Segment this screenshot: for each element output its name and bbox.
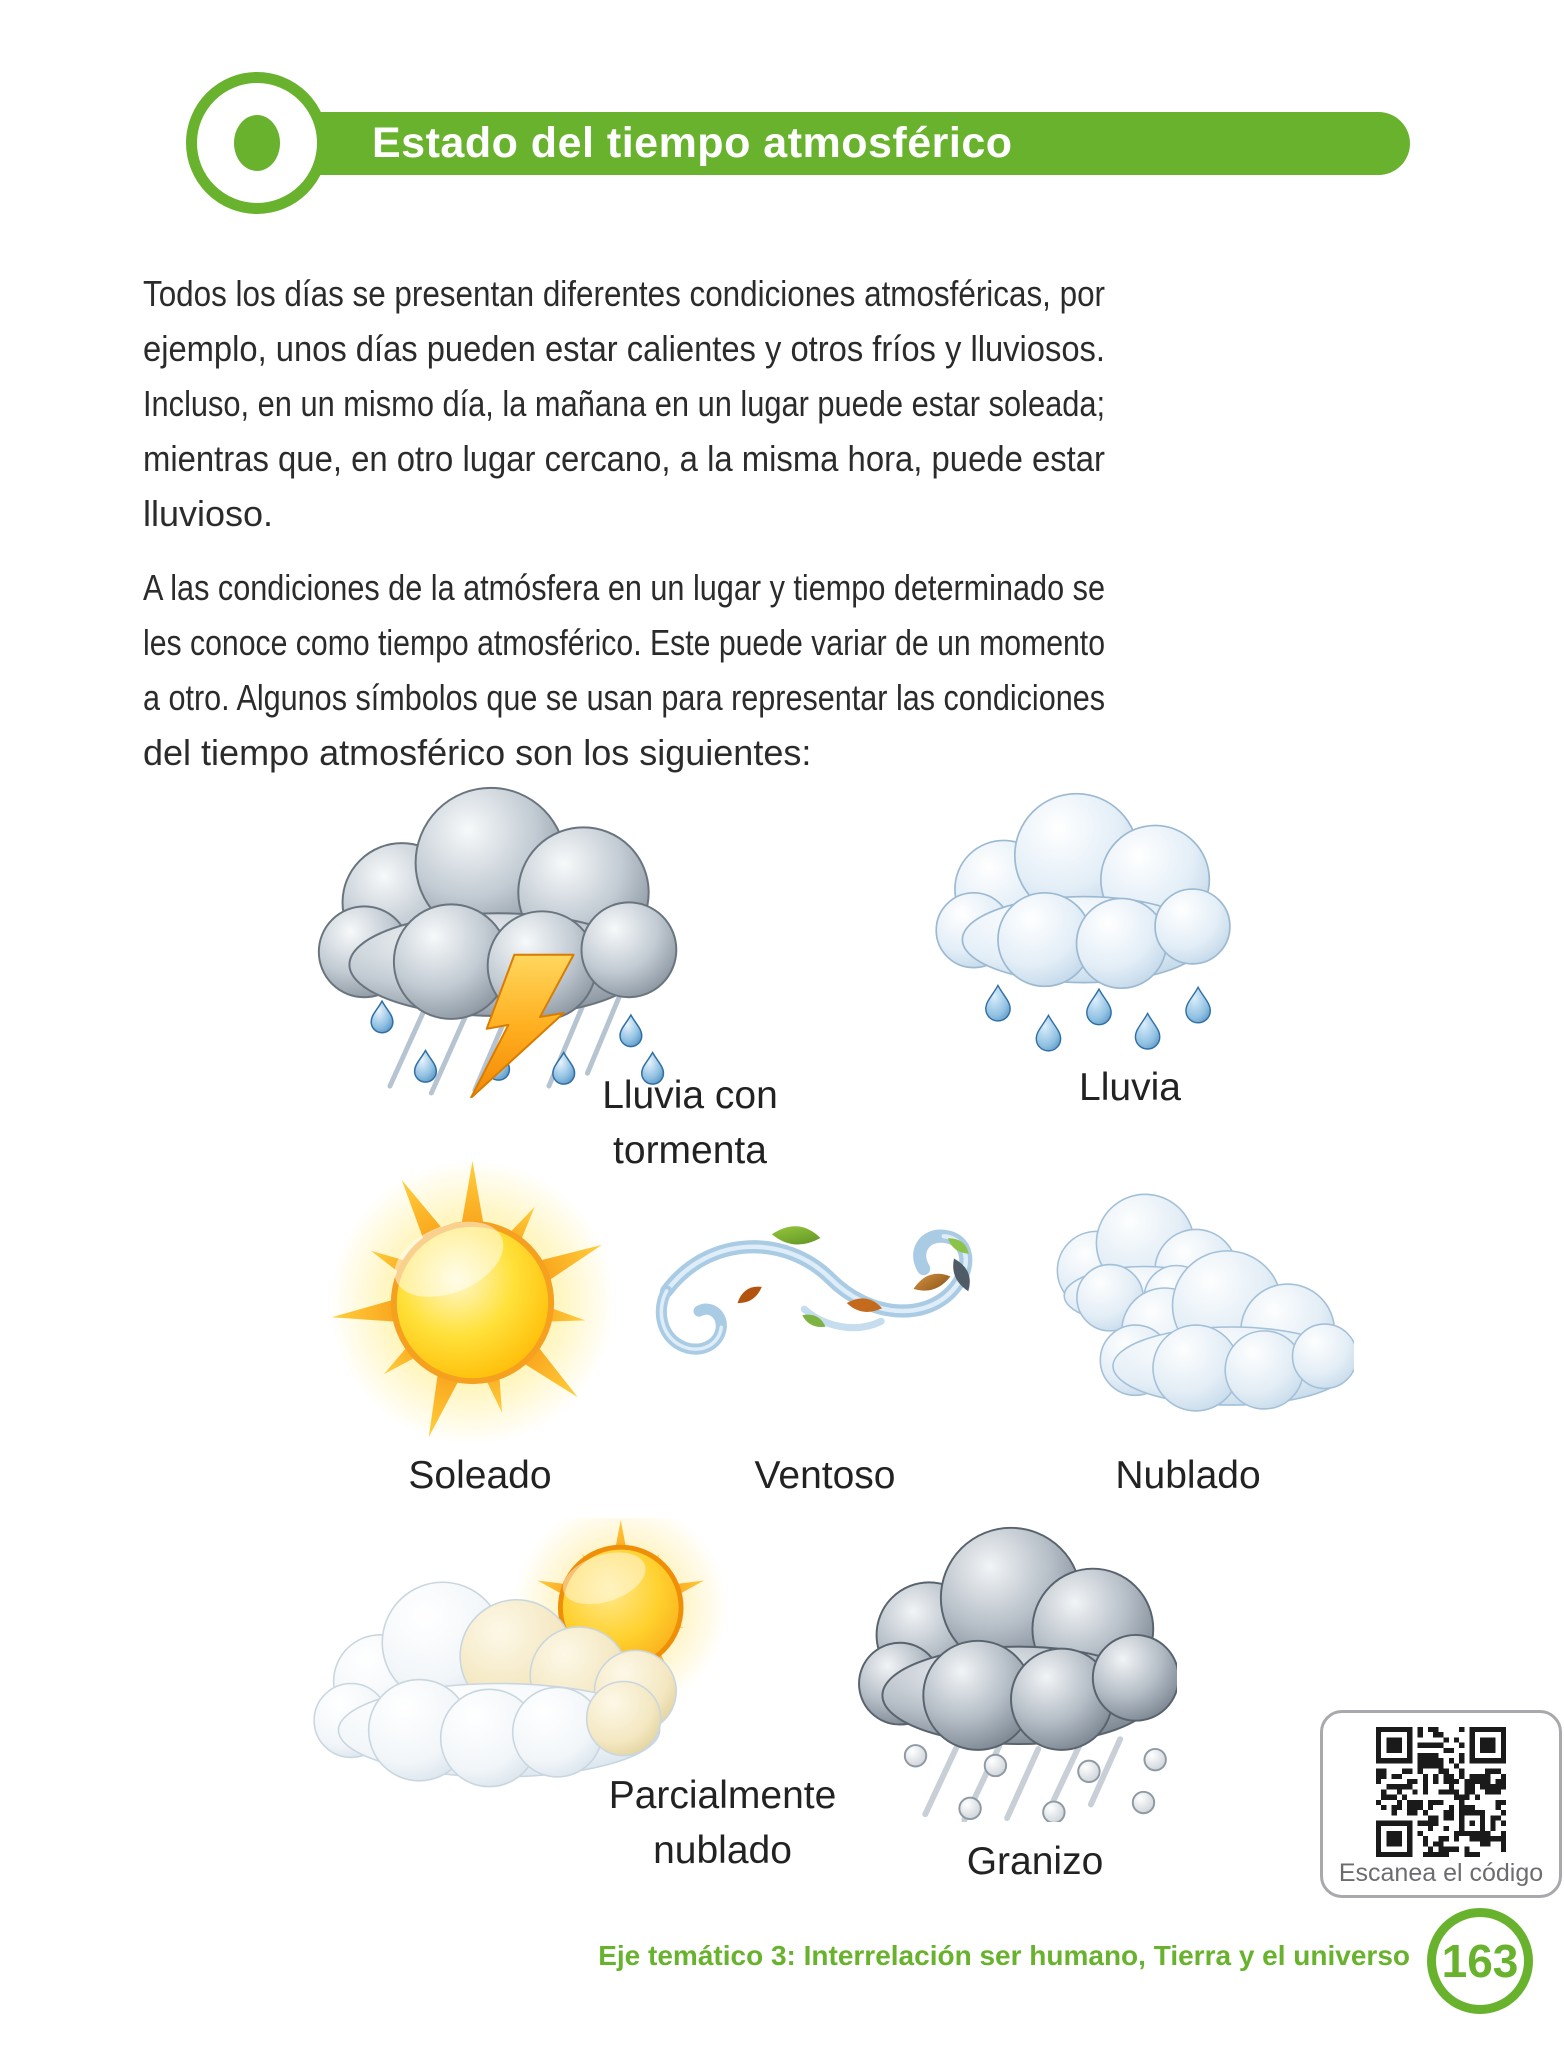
clouds-icon bbox=[1032, 1192, 1354, 1422]
qr-code-icon bbox=[1376, 1727, 1506, 1857]
paragraph-2 bbox=[143, 560, 1105, 780]
text-line: mientras que, en otro lugar cercano, a la misma hora, puede estar bbox=[143, 438, 1105, 479]
text-line: lluvioso. bbox=[143, 493, 274, 534]
hail-cloud-icon bbox=[845, 1520, 1177, 1822]
partly-cloudy-icon bbox=[288, 1518, 788, 1810]
symbol-label-windy: Ventoso bbox=[754, 1454, 896, 1497]
page-number: 163 bbox=[1441, 1935, 1519, 1987]
symbol-label-partly: Parcialmente nublado bbox=[608, 1774, 837, 1872]
symbol-label-hail: Granizo bbox=[966, 1840, 1104, 1883]
qr-caption: Escanea el código bbox=[1338, 1859, 1544, 1887]
page-title: Estado del tiempo atmosférico bbox=[372, 119, 1013, 167]
symbol-label-rain: Lluvia bbox=[1079, 1066, 1181, 1109]
text-line: a otro. Algunos símbolos que se usan para representar las condiciones bbox=[143, 677, 1105, 718]
paragraph-1 bbox=[143, 266, 1105, 541]
qr-panel bbox=[1320, 1710, 1562, 1898]
section-marker-dot-icon bbox=[234, 115, 280, 171]
symbol-label-cloudy: Nublado bbox=[1115, 1454, 1261, 1497]
rain-cloud-icon bbox=[925, 778, 1243, 1060]
text-line: ejemplo, unos días pueden estar calientes y otros fríos y lluviosos. bbox=[143, 328, 1105, 369]
storm-cloud-icon bbox=[305, 772, 700, 1098]
text-line: A las condiciones de la atmósfera en un lugar y tiempo determinado se bbox=[143, 567, 1105, 608]
symbol-label-sunny: Soleado bbox=[408, 1454, 552, 1497]
page-number-badge bbox=[1427, 1908, 1533, 2014]
text-line: Todos los días se presentan diferentes condiciones atmosféricas, por bbox=[143, 273, 1105, 314]
text-line: Incluso, en un mismo día, la mañana en un lugar puede estar soleada; bbox=[143, 383, 1105, 424]
text-line: del tiempo atmosférico son los siguientes: bbox=[143, 732, 812, 773]
wind-icon bbox=[652, 1212, 997, 1384]
text-line: les conoce como tiempo atmosférico. Este puede variar de un momento bbox=[143, 622, 1105, 663]
footer-text: Eje temático 3: Interrelación ser humano, Tierra y el universo bbox=[598, 1940, 1410, 1971]
sun-icon bbox=[325, 1155, 620, 1450]
symbol-label-storm: Lluvia con tormenta bbox=[602, 1074, 778, 1172]
header-banner bbox=[300, 112, 1410, 175]
